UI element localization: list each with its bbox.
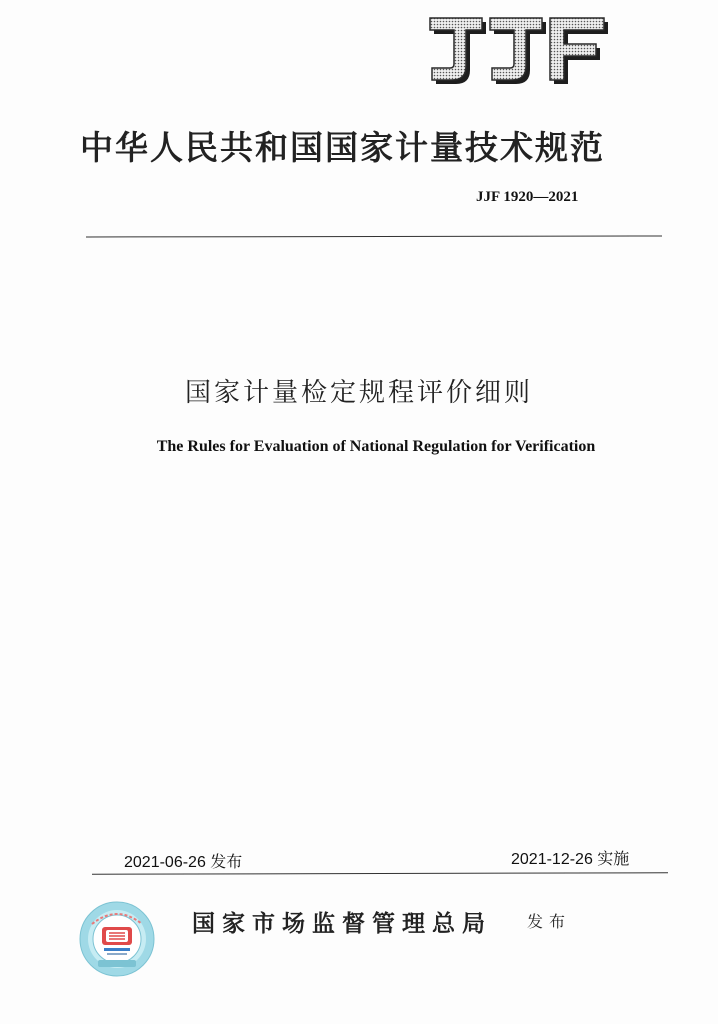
- implementation-date: 2021-12-26 实施: [511, 851, 630, 868]
- header-divider: [86, 235, 662, 237]
- issue-date: 2021-06-26 发布: [124, 854, 243, 871]
- publish-label: 发布: [527, 912, 572, 931]
- publisher-name: 国家市场监督管理总局: [192, 910, 492, 937]
- certification-seal-icon: [78, 900, 156, 978]
- document-title-english: The Rules for Evaluation of National Regulation for Verification: [156, 438, 596, 455]
- footer-divider: [92, 872, 668, 875]
- document-number: JJF 1920—2021: [476, 189, 579, 205]
- document-title-chinese: 国家计量检定规程评价细则: [184, 378, 533, 408]
- standard-category-title: 中华人民共和国国家计量技术规范: [80, 128, 605, 167]
- jjf-logo: [424, 14, 612, 90]
